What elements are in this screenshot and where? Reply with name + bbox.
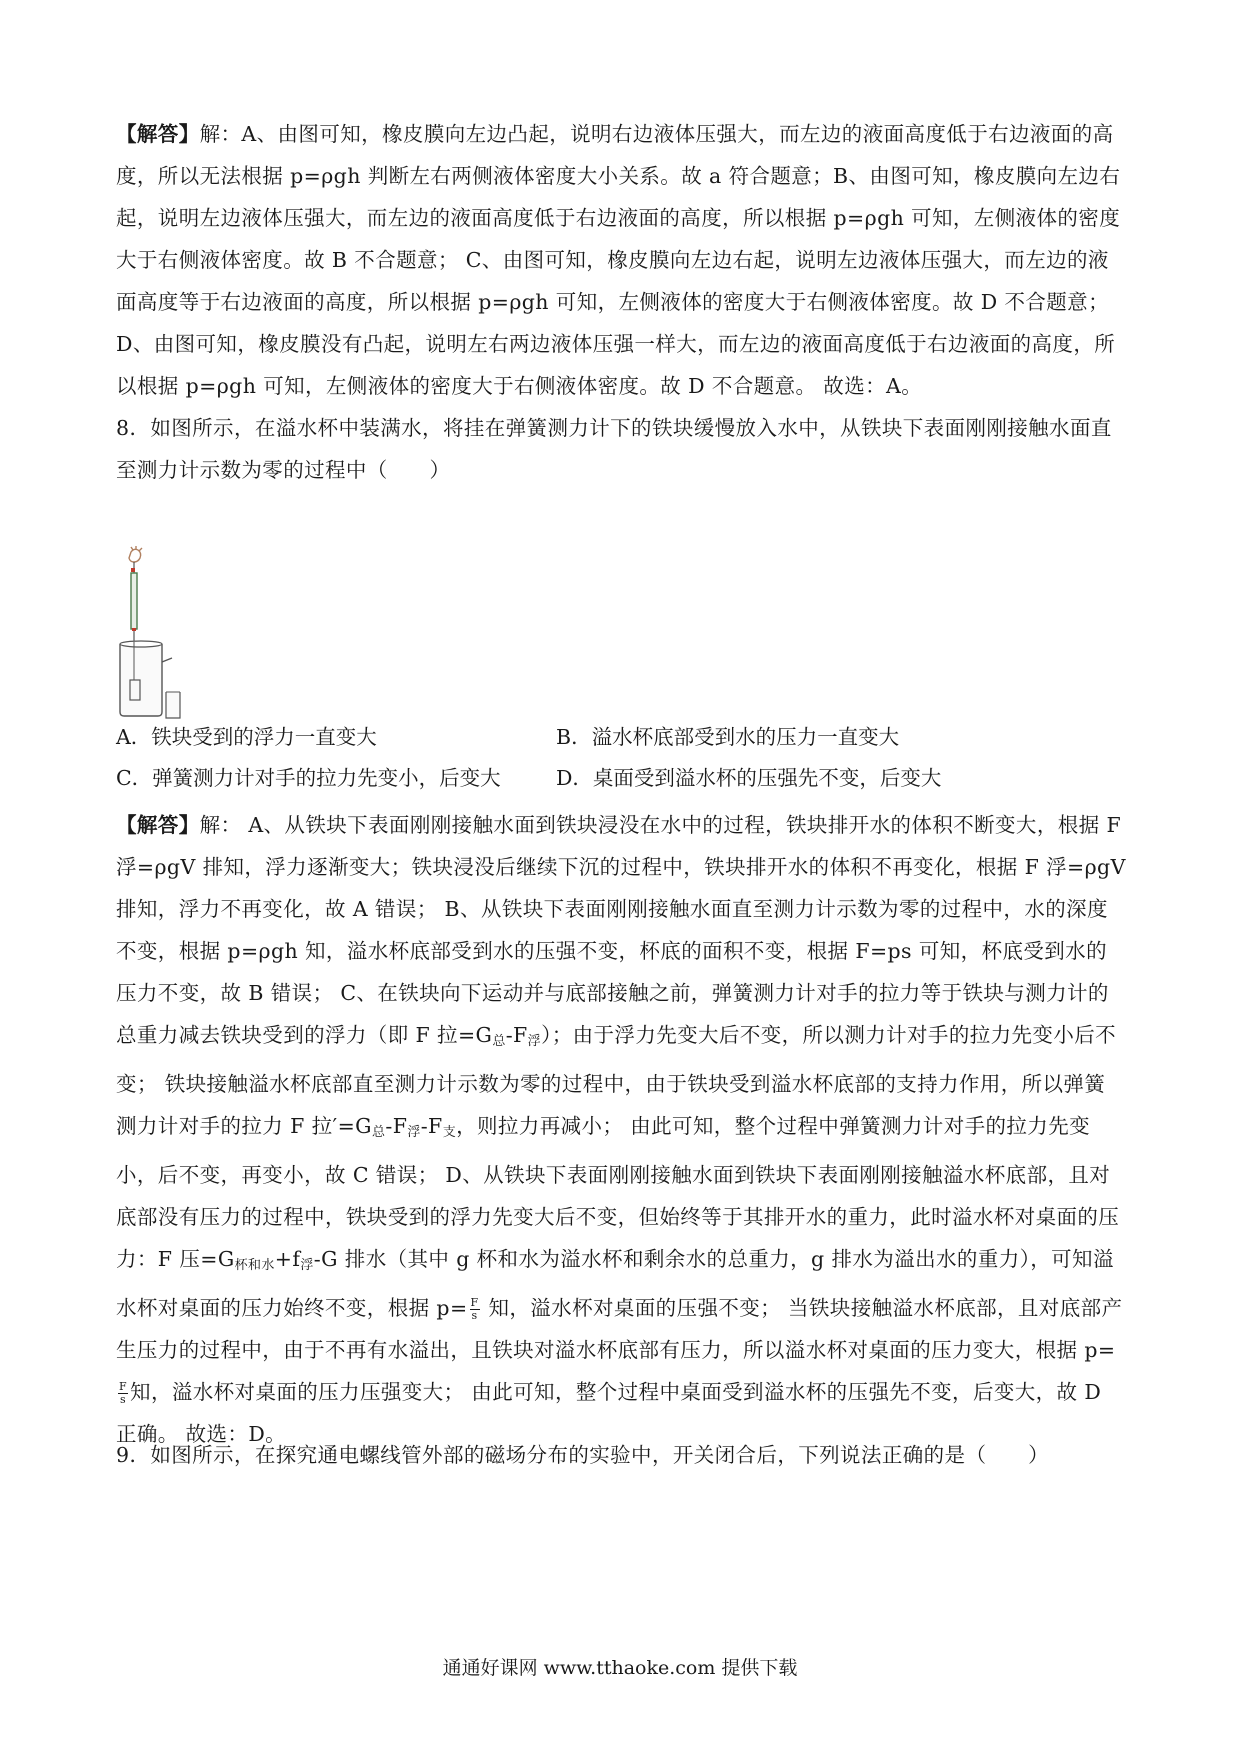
fraction-f-over-s: $\frac{F}{s}$ <box>119 1380 128 1406</box>
answer-label: 【解答】 <box>116 813 200 837</box>
question-8-stem: 8．如图所示，在溢水杯中装满水，将挂在弹簧测力计下的铁块缓慢放入水中，从铁块下表面刚刚接触水面直至测力计示数为零的过程中（ ） <box>116 416 1112 482</box>
option-d: D．桌面受到溢水杯的压强先不变，后变大 <box>556 766 942 790</box>
page-footer: 通通好课网 www.tthaoke.com 提供下载 <box>442 1657 798 1679</box>
answer-text: 解：A、由图可知，橡皮膜向左边凸起，说明右边液体压强大，而左边的液面高度低于右边液面的高度，所以无法根据 p=ρgh 判断左右两侧液体密度大小关系。故 a 符合题意；B、由图可知，橡皮膜向左边右起，说明左边液体压强大，而左边的液面高度低于右边液面的高度，所以根据 p=ρgh 可知，左侧液体的密度大于右侧液体密度。故 B 不合题意； C、由图可知，橡皮膜向左边右起，说明左边液体压强大，而左边的液面高度等于右边液面的高度，所以根据 p=ρgh 可知，左侧液体的密度大于右侧液体密度。故 D 不合题意； D、由图可知，橡皮膜没有凸起，说明左右两边液体压强一样大，而左边的液面高度低于右边液面的高度，所以根据 p=ρgh 可知，左侧液体的密度大于右侧液体密度。故 D 不合题意。 故选：A。 <box>116 122 1121 398</box>
collecting-cup <box>166 692 180 718</box>
hand-icon <box>129 546 142 562</box>
fraction-f-over-s: $\frac{F}{s}$ <box>470 1296 479 1322</box>
option-a: A．铁块受到的浮力一直变大 <box>116 725 377 749</box>
answer-label: 【解答】 <box>116 122 200 146</box>
answer-7 <box>116 113 1126 407</box>
question-9-stem: 9．如图所示，在探究通电螺线管外部的磁场分布的实验中，开关闭合后，下列说法正确的是（ ） <box>116 1443 1050 1467</box>
option-b: B．溢水杯底部受到水的压力一直变大 <box>556 725 900 749</box>
option-c: C．弹簧测力计对手的拉力先变小，后变大 <box>116 766 501 790</box>
answer-8: 【解答】解： A、从铁块下表面刚刚接触水面到铁块浸没在水中的过程，铁块排开水的体积不断变大，根据 F 浮=ρgV 排知，浮力逐渐变大；铁块浸没后继续下沉的过程中，铁块排开水的体积不再变化，根据 F 浮=ρgV 排知，浮力不再变化，故 A 错误； B、从铁块下表面刚刚接触水面直至测力计示数为零的过程中，水的深度不变，根据 p=ρgh 知，溢水杯底部受到水的压强不变，杯底的面积不变，根据 F=ps 可知，杯底受到水的压力不变，故 B 错误； C、在铁块向下运动并与底部接触之前，弹簧测力计对手的拉力等于铁块与测力计的总重力减去铁块受到的浮力（即 F 拉$=G_总-F_浮$）；由于浮力先变大后不变，所以测力计对手的拉力先变小后不变； 铁块接触溢水杯底部直至测力计示数为零的过程中，由于铁块受到溢水杯底部的支持力作用，所以弹簧测力计对手的拉力 F 拉$'=G_总-F_浮-F_支$，则拉力再减小； 由此可知，整个过程中弹簧测力计对手的拉力先变小，后不变，再变小，故 C 错误； D、从铁块下表面刚刚接触水面到铁块下表面刚刚接触溢水杯底部，且对底部没有压力的过程中，铁块受到的浮力先变大后不变，但始终等于其排开水的重力，此时溢水杯对桌面的压力：F 压$=G_{杯和水}+f_浮-G$ 排水（其中 g 杯和水为溢水杯和剩余水的总重力，g 排水为溢出水的重力），可知溢水杯对桌面的压力始终不变，根据 p= $\frac{F}{s}$ 知，溢水杯对桌面的压强不变； 当铁块接触溢水杯底部，且对底部产生压力的过程中，由于不再有水溢出，且铁块对溢水杯底部有压力，所以溢水杯对桌面的压力变大，根据 p= $\frac{F}{s}$ 知，溢水杯对桌面的压力压强变大； 由此可知，整个过程中桌面受到溢水杯的压强先不变，后变大，故 D 正确。 故选：D。 <box>116 813 1126 1446</box>
spring-scale <box>131 573 137 629</box>
overflow-cup-figure <box>116 546 200 724</box>
overflow-cup <box>120 644 162 716</box>
